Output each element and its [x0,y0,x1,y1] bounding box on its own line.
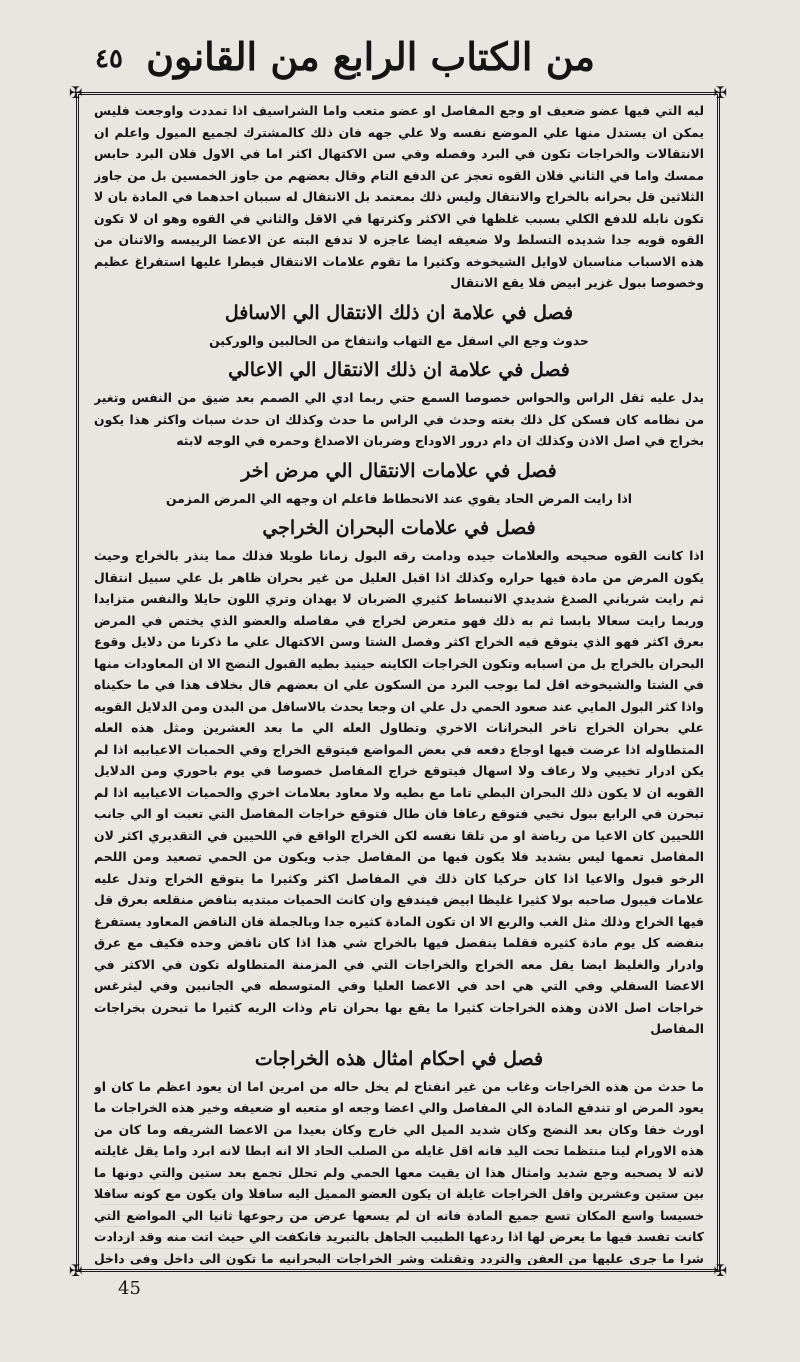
corner-ornament-icon: ✠ [69,1261,83,1280]
paragraph: حدوث وجع الي اسفل مع التهاب وانتفاخ من الحالبين والوركين [209,332,589,348]
paragraph: ما حدث من هذه الخراجات وغاب من غير انفتاح لم يخل حاله من امرين اما ان يعود اعظم ما كان او يعود المرض او تندفع المادة الي المفاصل والي اعضا وجعه او متعبه او ضعيفه وخير هذه الخراجات ما اورث خفا وكان بعد النضج وكان شديد الميل الي خارج وكان بعيدا من الاعضا الشريفه وما كان من هذه الاورام لينا منتظما تحت اليد فانه اقل غايله من الصلب الحاد الا انه ابطا لانه ابرد واما يقل غايلته لانه لا يصحبه وجع شديد وامثال هذا ان يقيت معها الحمي ولم تحلل تجمع بعد ستين والتي دونها ما بين ستين وعشرين واقل الخراجات غايلة ان يكون العضو المميل اليه سافلا وان يكون مع كونه سافلا خسيسا واسع المكان تسع جميع المادة فانه ان لم يسعها عرض من رجوعها ثانيا الي المواضع التي كانت تفسد فيها ما يعرض لها اذا ردعها الطبيب الجاهل بالتبريد فانكفت الي حيث اتت منه وقد ازدادت شرا ما جري عليها من العفن والتردد وتقتلت وشر الخراجات البحرانيه ما تكون الي داخل وفي داخل [94,1078,704,1265]
paragraph: ليه التي فيها عضو ضعيف او وجع المفاصل او عضو متعب واما الشراسيف اذا تمددت واوجعت فليس يمكن ان يستدل منها علي الموضع نفسه ولا علي جهه فان ذلك كالمشترك لجميع الميول واعلم ان الانتقالات والخراجات تكون في البرد وفصله وفي سن الاكتهال اكثر اما في الاول فلان البرد حابس ممسك واما في الثاني فلان القوه تعجز عن الدفع التام وقال بعضهم من جاوز الخمسين بل من جاوز الثلاثين قل بحرانه بالخراج والانتقال وليس ذلك بمعتمد بل الانتقال له سببان احدهما في المادة بان لا تكون نابله للدفع الكلي بسبب غلظها في الاكثر وكثرتها في الاقل والثاني في القوه وهو ان لا تكون القوه قويه جدا شديده التسلط ولا ضعيفه ايضا عاجزه لا تدفع البته عن الاعضا الرييسه والاتنان من هذه الاسباب مناسبان لاوايل الشيخوخه وكثيرا ما تقوم علامات الانتقال فيطرا عليها استفراغ عظيم وخصوصا ببول غزير ابيض فلا يقع الانتقال [94,103,704,290]
corner-ornament-icon: ✠ [69,83,83,102]
running-head [0,28,800,88]
section-heading: فصل في علامات الانتقال الي مرض اخر [241,459,557,482]
section-heading: فصل في علامات البحران الخراجي [262,517,536,539]
corner-ornament-icon: ✠ [713,1261,727,1280]
text-column [94,100,704,1265]
bottom-page-number: 45 [118,1278,141,1299]
section-heading: فصل في احكام امثال هذه الخراجات [254,1047,544,1070]
section-heading: فصل في علامة ان ذلك الانتقال الي الاعالي [228,359,570,381]
section-heading: فصل في علامة ان ذلك الانتقال الي الاسافل [224,301,574,324]
top-page-number: ٤٥ [95,44,123,74]
paragraph: اذا رايت المرض الحاد يقوي عند الانحطاط فاعلم ان وجهه الي المرض المزمن [165,490,633,506]
paragraph: يدل عليه ثقل الراس والحواس خصوصا السمع حتي ربما ادي الي الصمم بعد ضيق من النفس وتغير من نظامه كان فسكن كل ذلك بغته وحدث في الراس ما حدث وكذلك ان حدث سبات واكثر هذا يكون بخراج في اصل الاذن وكذلك ان دام درور الاوداج وضربان الاصداغ وحمره في الوجه لابثه [94,390,704,448]
corner-ornament-icon: ✠ [713,83,727,102]
running-title: من الكتاب الرابع من القانون [146,34,595,79]
paragraph: اذا كانت القوه صحيحه والعلامات جيده ودامت رقه البول زمانا طويلا فذلك مما ينذر بالخراج وحيث يكون المرض من مادة فيها حراره وكذلك اذا اقبل العليل من غير بحران ظاهر بل علي سبيل انتقال ثم رايت شرياني الصدغ شديدي الانبساط كثيري الضربان لا يهدان وتري اللون حايلا والنفس متزايدا وربما رايت سعالا يابسا ثم به ذلك فهو متعرض لخراج في مفاصله والعضو الذي يختص في المرض بعرق اكثر فهو الذي يتوقع فيه الخراج اكثر وفصل الشتا وسن الاكتهال علي ما ذكرنا من دلايل وقوع البحران بالخراج بل من اسبابه وتكون الخراجات الكاينه حينيذ بطيه القبول النضج الا ان المعاودات منها في الشتا والشيخوخه اقل لما يوجب البرد من السكون علي ان بعضهم قال بخلاف هذا في ما حكيناه واذا كثر البول المايي عند صعود الحمي دل علي ان وجعا يحدث بالاسافل من البدن ومن الدلايل القويه علي بحران الخراج تاخر البحرانات الاخري وتطاول العله الي ما بعد العشرين ومثل هذه العله المتطاوله اذا عرضت فيها اوجاع دفعه في بعض المواضع فيتوقع الخراج وفي الحميات الاعيابيه اذا لم يكن ادرار تخييي ولا رعاف ولا اسهال فيتوقع خراج المفاصل خصوصا في يوم باحوري ومن الدلايل القويه ان لا يكون ذلك البحران البطي تاما مع بطيه ولا معاود بعلامات اخري والحميات الاعيابيه اذا لم تبحرن في الرابع ببول نخيي فتوقع رعافا فان طال فتوقع خراجات المفاصل التي تعبت او الي جانب اللحيين كان الاعيا من رياضة او من تلقا نفسه لكن الخراج الواقع في اللحيين في التقديري اكثر لان المفاصل تعمها ليس بشديد فلا يكون فيها من المفاصل جذب ويكون من الحمي تصعيد ومن اللحم الرخو قبول والاعيا اذا كان حركيا كان ذلك في المفاصل اكثر وكثيرا ما يتوقع الخراج وتدل عليه علامات فيبول صاحبه بولا كثيرا غليظا ابيض فيندفع وان كانت الحميات مبتديه بنافض منقلعه بعرق قل فيها الخراج وذلك مثل الغب والربع الا ان تكون المادة كثيره جدا وبالجملة فان النافض المعاود يستفرغ بنفضه كل يوم مادة كثيره فقلما ينفصل فيها بالخراج شي هذا اذا كان نافض وحده فكيف مع عرق وادرار والغليظ ايضا يقل معه الخراج والخراجات التي في المزمنة المتطاوله تكون في الاكثر في الاعضا السفلي وفي التي هي احد في الاعضا العليا وفي المتوسطه في الجانبين وفي ليثرغس خراجات اصل الاذن وهذه الخراجات كثيرا ما يقع بها بحران تام وذات الريه كثيرا ما تبحرن بخراجات المفاصل [94,548,704,1036]
